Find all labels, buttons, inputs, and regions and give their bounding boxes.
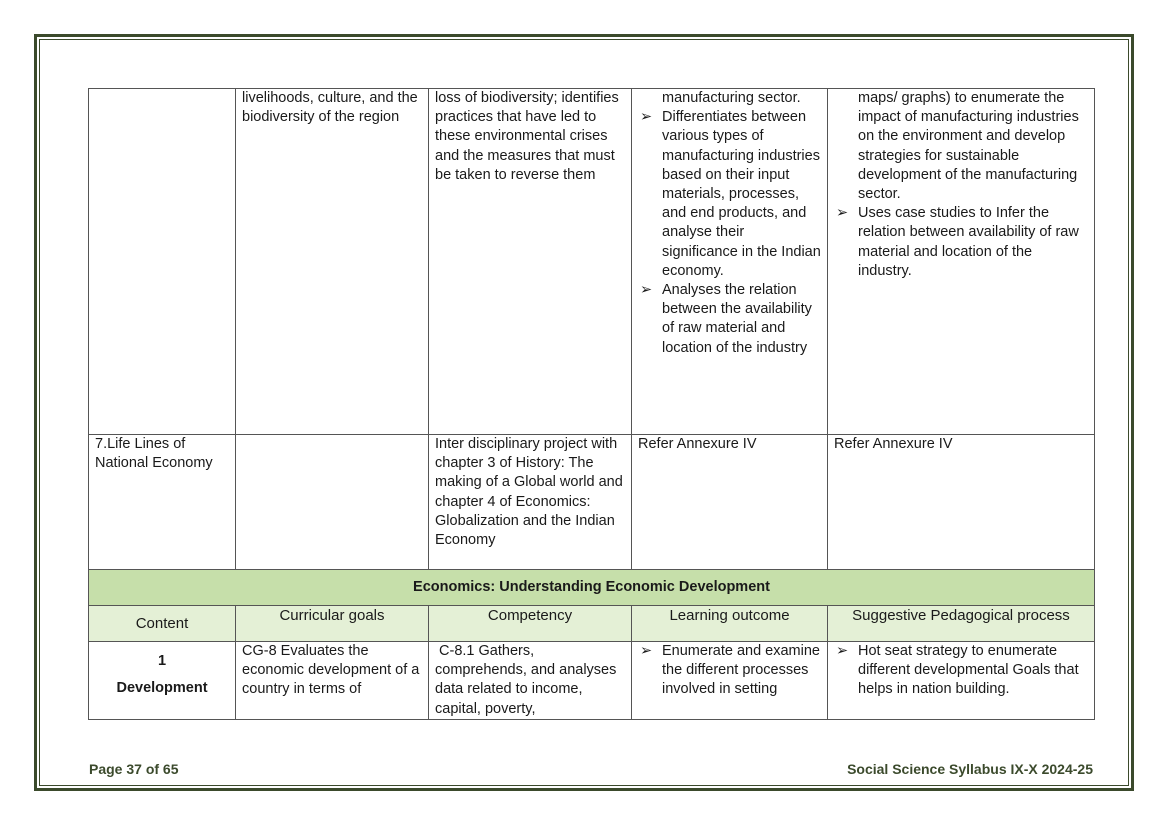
cell-text: Uses case studies to Infer the relation between availability of raw material and location of the industry.: [858, 205, 1079, 279]
content-cell: [89, 642, 236, 720]
cell-text: Hot seat strategy to enumerate different developmental Goals that helps in nation building.: [858, 643, 1079, 698]
section-title-text: Economics: Understanding Economic Development: [413, 578, 770, 595]
cell-text: loss of biodiversity; identifies practices that have led to these environmental crises and the measures that must be taken to reverse them: [435, 90, 619, 183]
content-cell: [89, 435, 236, 570]
cell-text: manufacturing sector.: [662, 90, 801, 106]
section-title: [89, 570, 1095, 606]
chapter-title: Development: [116, 680, 208, 697]
cell-text: Refer Annexure IV: [834, 436, 953, 452]
header-pedagogical: Suggestive Pedagogical process: [828, 606, 1095, 642]
table-row: [89, 435, 1095, 570]
learning-outcome-cell: [632, 435, 828, 570]
list-item: [834, 89, 1088, 204]
chapter-number: 1: [157, 653, 167, 669]
column-header-row: [89, 606, 1095, 642]
bullet-arrow-icon: ➢: [640, 109, 653, 126]
list-item: [638, 89, 821, 108]
table-row: [89, 89, 1095, 435]
cell-text: maps/ graphs) to enumerate the impact of manufacturing industries on the environment and develop strategies for sustainable development of the manufacturing sector.: [858, 90, 1079, 203]
header-content: Content: [89, 606, 236, 642]
header-competency: Competency: [429, 606, 632, 642]
cell-text: CG-8 Evaluates the economic development of a country in terms of: [242, 643, 420, 698]
curricular-goal-cell: [236, 435, 429, 570]
list-item: [638, 108, 821, 281]
section-heading-row: [89, 570, 1095, 606]
curricular-goal-cell: [236, 642, 429, 720]
cell-text: Enumerate and examine the different processes involved in setting: [662, 643, 820, 698]
bullet-arrow-icon: ➢: [640, 282, 653, 299]
list-item: [834, 642, 1088, 700]
list-item: [638, 642, 821, 700]
cell-text: Analyses the relation between the availability of raw material and location of the industry: [662, 282, 812, 356]
header-curricular-goals: Curricular goals: [236, 606, 429, 642]
competency-cell: [429, 642, 632, 720]
syllabus-table: [88, 88, 1095, 720]
competency-cell: [429, 435, 632, 570]
bullet-arrow-icon: ➢: [836, 205, 849, 222]
learning-outcome-cell: [632, 89, 828, 435]
curricular-goal-cell: [236, 89, 429, 435]
list-item: [638, 281, 821, 358]
table-row: [89, 642, 1095, 720]
cell-text: 7.Life Lines of National Economy: [95, 436, 213, 472]
cell-text: Refer Annexure IV: [638, 436, 757, 452]
header-learning-outcome: Learning outcome: [632, 606, 828, 642]
document-title: Social Science Syllabus IX-X 2024-25: [847, 761, 1093, 777]
list-item: [834, 204, 1088, 281]
cell-text: livelihoods, culture, and the biodiversity of the region: [242, 90, 418, 126]
competency-cell: [429, 89, 632, 435]
page-number: Page 37 of 65: [89, 761, 179, 777]
pedagogical-cell: [828, 642, 1095, 720]
cell-text: Inter disciplinary project with chapter 3 of History: The making of a Global world and chapter 4 of Economics: Globalization and the Indian Economy: [435, 436, 623, 549]
pedagogical-cell: [828, 89, 1095, 435]
pedagogical-cell: [828, 435, 1095, 570]
learning-outcome-cell: [632, 642, 828, 720]
bullet-arrow-icon: ➢: [836, 643, 849, 659]
bullet-arrow-icon: ➢: [640, 643, 653, 659]
cell-text: C-8.1 Gathers, comprehends, and analyses data related to income, capital, poverty,: [435, 643, 621, 717]
cell-text: Differentiates between various types of manufacturing industries based on their input materials, processes, and end products, and analyse their significance in the Indian economy.: [662, 109, 821, 279]
content-cell: [89, 89, 236, 435]
